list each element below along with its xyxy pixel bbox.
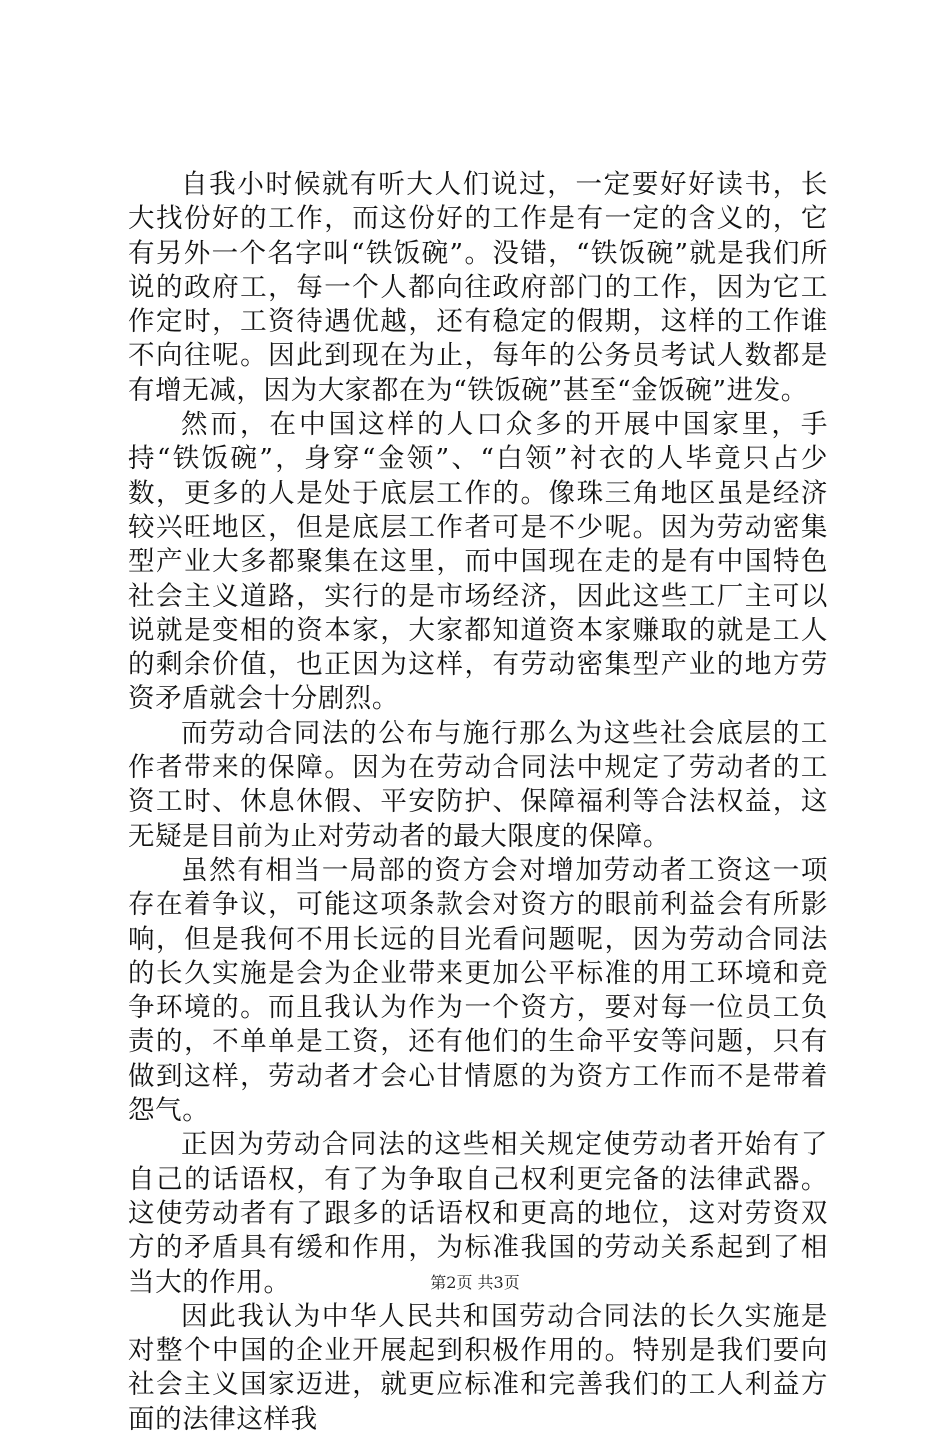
document-body — [128, 168, 828, 1437]
paragraph-4: 虽然有相当一局部的资方会对增加劳动者工资这一项存在着争议，可能这项条款会对资方的眼前利益会有所影响，但是我何不用长远的目光看问题呢，因为劳动合同法的长久实施是会为企业带来更加公平标准的用工环境和竞争环境的。而且我认为作为一个资方，要对每一位员工负责的，不单单是工资，还有他们的生命平安等问题，只有做到这样，劳动者才会心甘情愿的为资方工作而不是带着怨气。 — [128, 854, 828, 1127]
page-number-footer: 第2页 共3页 — [430, 1273, 520, 1292]
paragraph-2: 然而，在中国这样的人口众多的开展中国家里，手持“铁饭碗”，身穿“金领”、“白领”衬衣的人毕竟只占少数，更多的人是处于底层工作的。像珠三角地区虽是经济较兴旺地区，但是底层工作者可是不少呢。因为劳动密集型产业大多都聚集在这里，而中国现在走的是有中国特色社会主义道路，实行的是市场经济，因此这些工厂主可以说就是变相的资本家，大家都知道资本家赚取的就是工人的剩余价值，也正因为这样，有劳动密集型产业的地方劳资矛盾就会十分剧烈。 — [128, 409, 828, 715]
paragraph-1: 自我小时候就有听大人们说过，一定要好好读书，长大找份好的工作，而这份好的工作是有一定的含义的，它有另外一个名字叫“铁饭碗”。没错，“铁饭碗”就是我们所说的政府工，每一个人都向往政府部门的工作，因为它工作定时，工资待遇优越，还有稳定的假期，这样的工作谁不向往呢。因此到现在为止，每年的公务员考试人数都是有增无减，因为大家都在为“铁饭碗”甚至“金饭碗”进发。 — [128, 169, 828, 406]
paragraph-6: 因此我认为中华人民共和国劳动合同法的长久实施是对整个中国的企业开展起到积极作用的。特别是我们要向社会主义国家迈进，就更应标准和完善我们的工人利益方面的法律这样我 — [128, 1300, 828, 1435]
paragraph-3: 而劳动合同法的公布与施行那么为这些社会底层的工作者带来的保障。因为在劳动合同法中规定了劳动者的工资工时、休息休假、平安防护、保障福利等合法权益，这无疑是目前为止对劳动者的最大限度的保障。 — [128, 717, 828, 852]
paragraph-5: 正因为劳动合同法的这些相关规定使劳动者开始有了自己的话语权，有了为争取自己权利更完备的法律武器。这使劳动者有了跟多的话语权和更高的地位，这对劳资双方的矛盾具有缓和作用，为标准我国的劳动关系起到了相当大的作用。 — [128, 1129, 828, 1298]
